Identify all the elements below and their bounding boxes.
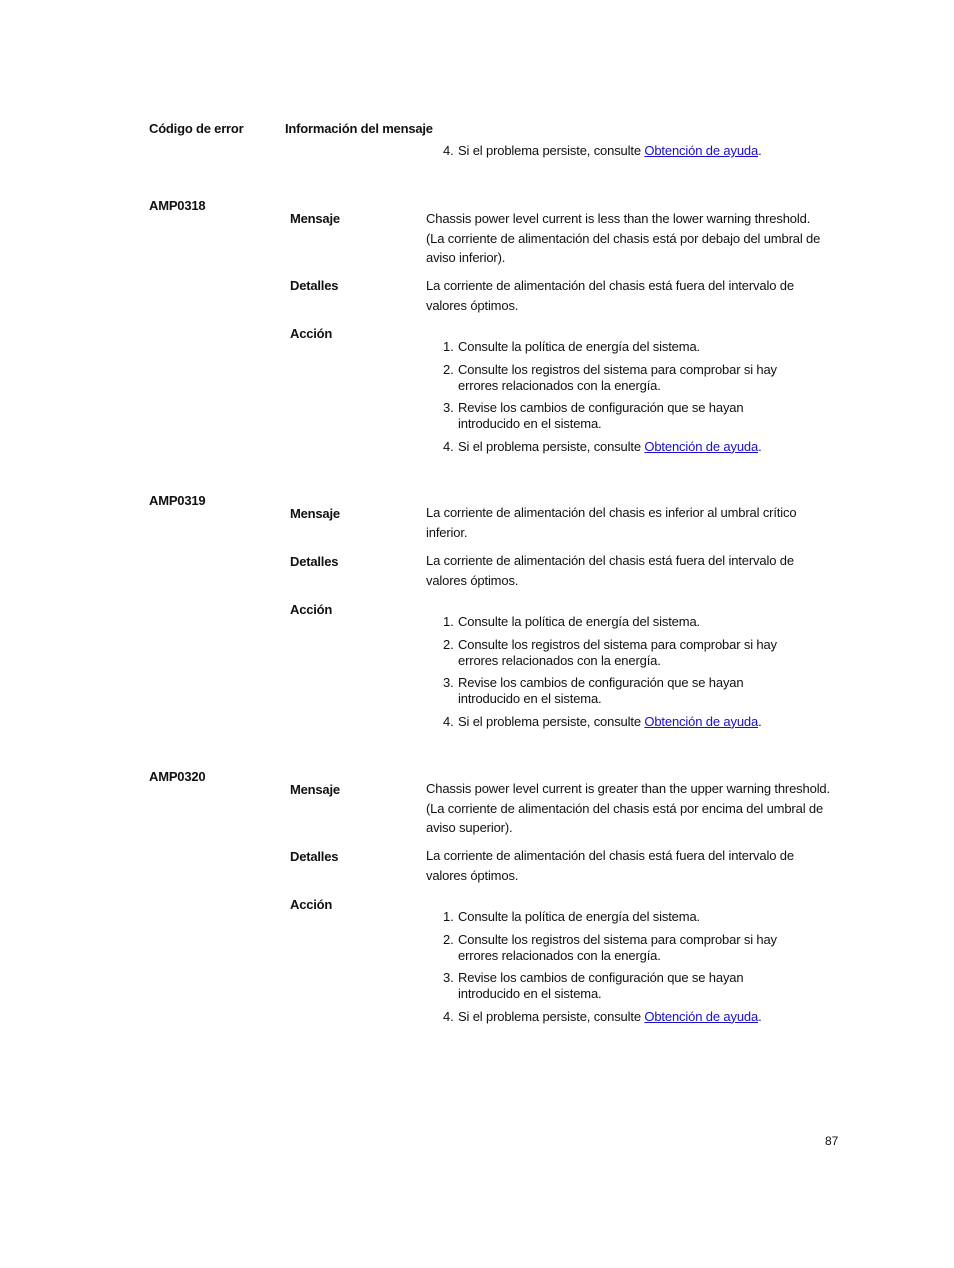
help-link[interactable]: Obtención de ayuda (644, 438, 759, 454)
list-item: 3. Revise los cambios de configuración que se hayan introducido en el sistema. (443, 675, 744, 706)
action-steps-list (426, 909, 806, 1031)
help-link[interactable]: Obtención de ayuda (644, 713, 759, 729)
error-code: AMP0319 (149, 493, 206, 508)
list-item: 3. Revise los cambios de configuración que se hayan introducido en el sistema. (443, 970, 744, 1001)
list-item: 3. Revise los cambios de configuración que se hayan introducido en el sistema. (443, 400, 744, 431)
list-item: 2. Consulte los registros del sistema para comprobar si hay errores relacionados con la energía. (443, 931, 777, 963)
help-link[interactable]: Obtención de ayuda (644, 143, 759, 158)
error-code: AMP0320 (149, 769, 206, 784)
accion-label: Acción (290, 897, 333, 912)
mensaje-text: Chassis power level current is greater than the upper warning threshold. (La corriente de alimentación del chasis está por encima del umbral de aviso superior). (426, 781, 830, 835)
column-header-info: Información del mensaje (285, 121, 433, 136)
action-steps-list (426, 614, 806, 736)
list-item: 4. Si el problema persiste, consulte Obtención de ayuda. (443, 713, 762, 729)
list-item: 4. Si el problema persiste, consulte Obtención de ayuda. (443, 438, 762, 454)
accion-label: Acción (290, 602, 333, 617)
help-link[interactable]: Obtención de ayuda (644, 1008, 759, 1024)
list-item: 4. Si el problema persiste, consulte Obtención de ayuda. (443, 1008, 762, 1024)
list-item: 4. Si el problema persiste, consulte Obtención de ayuda. (443, 143, 762, 158)
mensaje-label: Mensaje (290, 211, 340, 226)
detalles-text: La corriente de alimentación del chasis está fuera del intervalo de valores óptimos. (426, 278, 794, 313)
column-header-code: Código de error (149, 121, 244, 136)
mensaje-text: La corriente de alimentación del chasis es inferior al umbral crítico inferior. (426, 505, 797, 540)
detalles-text: La corriente de alimentación del chasis está fuera del intervalo de valores óptimos. (426, 553, 794, 588)
mensaje-label: Mensaje (290, 506, 340, 521)
error-code: AMP0318 (149, 198, 206, 213)
list-item: 2. Consulte los registros del sistema para comprobar si hay errores relacionados con la energía. (443, 636, 777, 668)
detalles-text: La corriente de alimentación del chasis está fuera del intervalo de valores óptimos. (426, 848, 794, 883)
mensaje-label: Mensaje (290, 782, 340, 797)
action-steps-list (426, 339, 806, 461)
list-item: 1. Consulte la política de energía del sistema. (443, 909, 700, 924)
continued-action-list (426, 143, 806, 166)
mensaje-text: Chassis power level current is less than the lower warning threshold. (La corriente de alimentación del chasis está por debajo del umbral de aviso inferior). (426, 211, 821, 265)
detalles-label: Detalles (290, 554, 339, 569)
detalles-label: Detalles (290, 278, 339, 293)
accion-label: Acción (290, 326, 333, 341)
list-item: 2. Consulte los registros del sistema para comprobar si hay errores relacionados con la energía. (443, 361, 777, 393)
list-item: 1. Consulte la política de energía del sistema. (443, 614, 700, 629)
list-item: 1. Consulte la política de energía del sistema. (443, 339, 700, 354)
detalles-label: Detalles (290, 849, 339, 864)
page-number: 87 (825, 1134, 839, 1148)
